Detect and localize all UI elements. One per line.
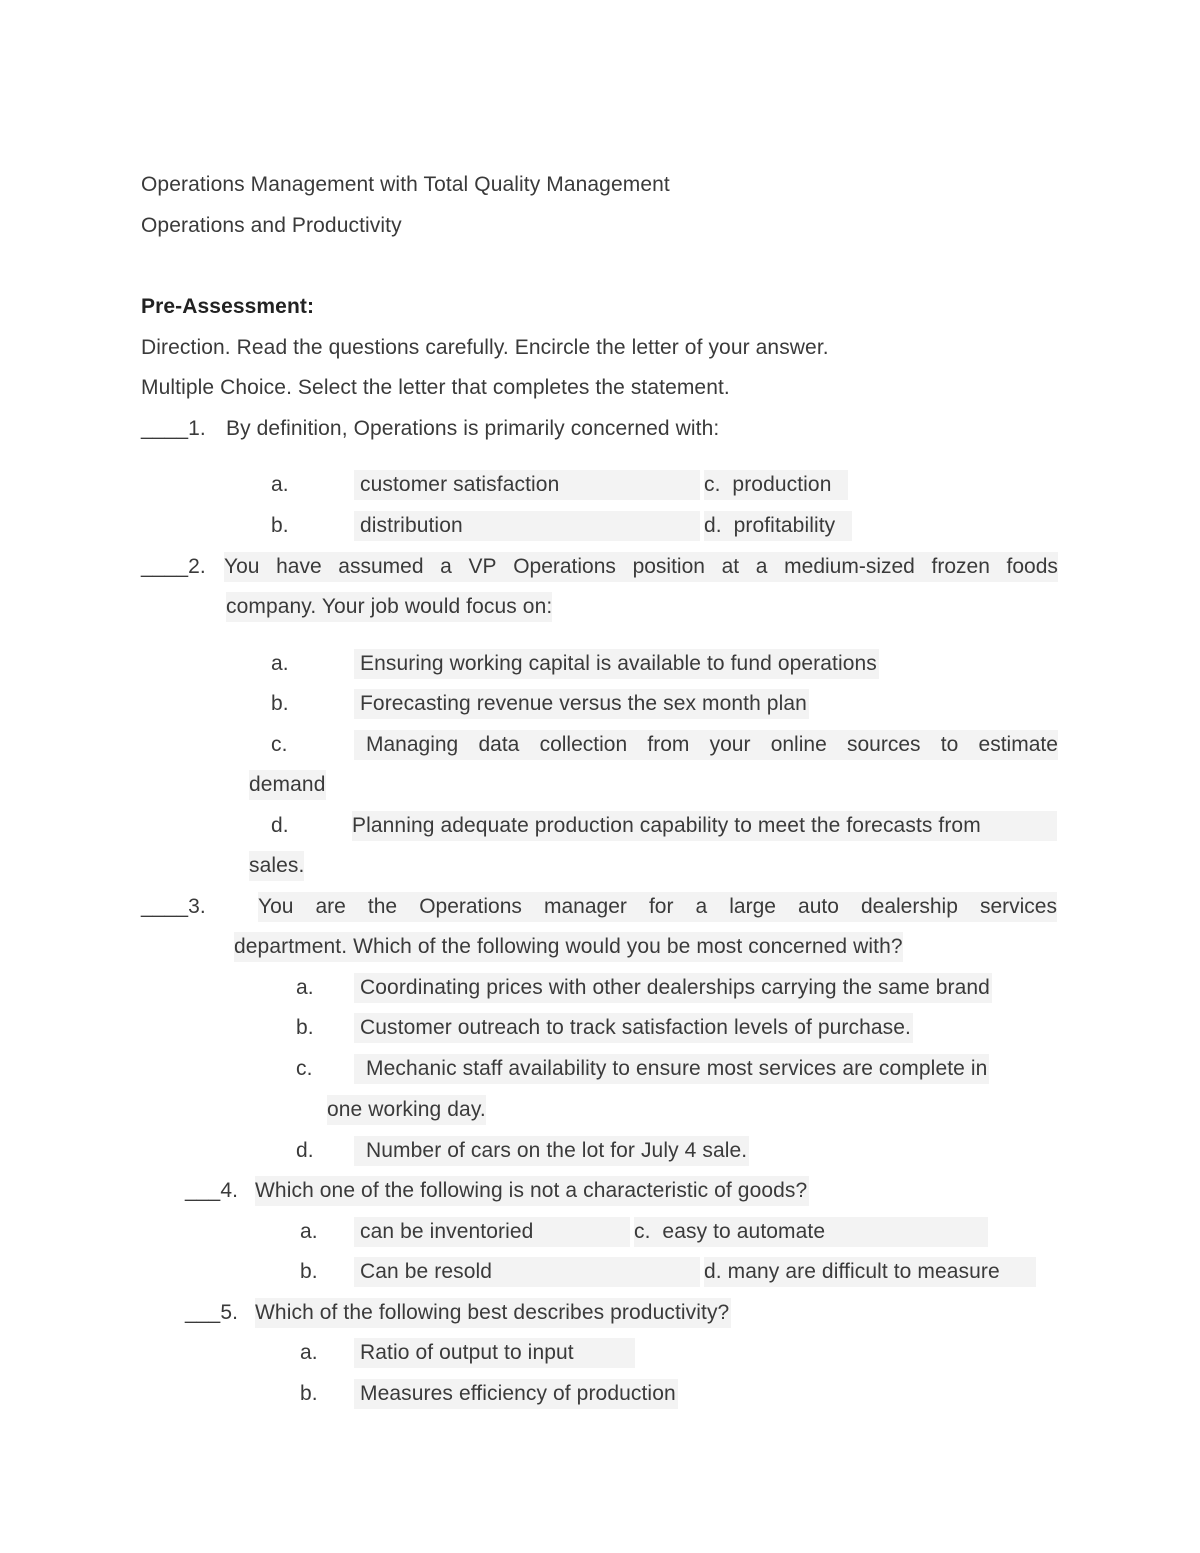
q2-word: have	[276, 555, 322, 578]
q1-option-d-text: profitability	[733, 514, 836, 537]
instruction-text: Multiple Choice. Select the letter that completes the statement.	[141, 376, 730, 399]
q4-option-c-text: easy to automate	[662, 1220, 826, 1243]
q1-option-c-letter: c.	[704, 473, 721, 496]
q3-option-b-text: Customer outreach to track satisfaction levels of purchase.	[354, 1013, 913, 1043]
q1-option-b-text: distribution	[354, 511, 700, 541]
q2-option-c-letter: c.	[271, 733, 288, 756]
q3-word: manager	[543, 895, 627, 918]
q1-option-d-letter: d.	[704, 514, 722, 537]
q1-option-a-letter: a.	[271, 473, 289, 496]
question-4-text: Which one of the following is not a characteristic of goods?	[255, 1176, 809, 1206]
question-1-number: ____1.	[141, 417, 206, 440]
q3-option-a-letter: a.	[296, 976, 314, 999]
q2-word: medium-sized	[784, 555, 915, 578]
question-2-text-line1	[224, 552, 1058, 582]
q3-word: a	[695, 895, 708, 918]
q2-word: Operations	[513, 555, 616, 578]
q2-word: You	[224, 555, 260, 578]
question-4-number: ___4.	[185, 1179, 239, 1202]
q3-option-a-text: Coordinating prices with other dealerships carrying the same brand	[354, 973, 992, 1003]
q2-option-d-text-line2: sales.	[249, 851, 304, 881]
q5-option-b-text: Measures efficiency of production	[354, 1379, 678, 1409]
q4-option-b-letter: b.	[300, 1260, 318, 1283]
q3-option-d-letter: d.	[296, 1139, 314, 1162]
q3-word: the	[367, 895, 398, 918]
section-heading: Pre-Assessment:	[141, 295, 315, 318]
q2-option-d-letter: d.	[271, 814, 289, 837]
question-2-number: ____2.	[141, 555, 206, 578]
q3-option-d-text: Number of cars on the lot for July 4 sale.	[354, 1136, 749, 1166]
q2c-word: from	[647, 733, 690, 756]
q3-word: for	[648, 895, 674, 918]
q4-option-d	[704, 1257, 1036, 1287]
q2-option-b-text: Forecasting revenue versus the sex month plan	[354, 689, 809, 719]
q1-option-c	[704, 470, 848, 500]
question-3-text-line1	[258, 892, 1057, 922]
question-3-text-line2: department. Which of the following would you be most concerned with?	[234, 932, 903, 962]
q2c-word: collection	[539, 733, 628, 756]
q2-word: VP	[468, 555, 497, 578]
q2-option-c-text-line1	[354, 730, 1058, 760]
q2-word: a	[755, 555, 768, 578]
q3-option-b-letter: b.	[296, 1016, 314, 1039]
question-5-number: ___5.	[185, 1301, 239, 1324]
q2c-word: Managing	[366, 733, 459, 756]
q4-option-a-letter: a.	[300, 1220, 318, 1243]
q3-word: dealership	[860, 895, 958, 918]
q1-option-c-text: production	[732, 473, 832, 496]
q1-option-b-letter: b.	[271, 514, 289, 537]
q3-word: Operations	[419, 895, 522, 918]
q3-option-c-text-line1: Mechanic staff availability to ensure most services are complete in	[354, 1054, 989, 1084]
q2-option-c-text-line2: demand	[249, 770, 326, 800]
module-title: Operations and Productivity	[141, 214, 402, 237]
q2-option-b-letter: b.	[271, 692, 289, 715]
q3-word: large	[729, 895, 776, 918]
q2-word: assumed	[338, 555, 424, 578]
q3-option-c-letter: c.	[296, 1057, 313, 1080]
question-2-text-line2: company. Your job would focus on:	[226, 592, 552, 622]
question-1-text: By definition, Operations is primarily concerned with:	[226, 417, 720, 440]
q4-option-c-letter: c.	[634, 1220, 651, 1243]
q5-option-b-letter: b.	[300, 1382, 318, 1405]
q3-word: services	[979, 895, 1057, 918]
question-5-text: Which of the following best describes productivity?	[255, 1298, 731, 1328]
direction-text: Direction. Read the questions carefully. Encircle the letter of your answer.	[141, 336, 829, 359]
q4-option-b-text: Can be resold	[354, 1257, 700, 1287]
q4-option-d-text: many are difficult to measure	[727, 1260, 1000, 1283]
q2c-word: sources	[847, 733, 921, 756]
q2-word: frozen	[931, 555, 990, 578]
q1-option-a-text: customer satisfaction	[354, 470, 700, 500]
q2c-word: estimate	[978, 733, 1058, 756]
q5-option-a-letter: a.	[300, 1341, 318, 1364]
q3-word: auto	[798, 895, 839, 918]
q2-word: foods	[1006, 555, 1058, 578]
q2-word: at	[721, 555, 740, 578]
q2-option-a-text: Ensuring working capital is available to fund operations	[354, 649, 879, 679]
q2-word: a	[440, 555, 452, 578]
q4-option-a-text: can be inventoried	[354, 1217, 630, 1247]
q3-word: You	[258, 895, 294, 918]
q4-option-d-letter: d.	[704, 1260, 722, 1283]
q2-word: position	[632, 555, 705, 578]
q2c-word: your	[709, 733, 751, 756]
q2c-word: online	[770, 733, 827, 756]
q2-option-a-letter: a.	[271, 652, 289, 675]
q3-word: are	[315, 895, 346, 918]
q3-option-c-text-line2: one working day.	[327, 1095, 486, 1125]
question-3-number: ____3.	[141, 895, 206, 918]
q2c-word: data	[478, 733, 520, 756]
q1-option-d	[704, 511, 852, 541]
q2c-word: to	[940, 733, 959, 756]
q5-option-a-text: Ratio of output to input	[354, 1338, 635, 1368]
q4-option-c	[634, 1217, 988, 1247]
course-title: Operations Management with Total Quality Management	[141, 173, 670, 196]
q2-option-d-text-line1: Planning adequate production capability to meet the forecasts from	[352, 811, 1057, 841]
